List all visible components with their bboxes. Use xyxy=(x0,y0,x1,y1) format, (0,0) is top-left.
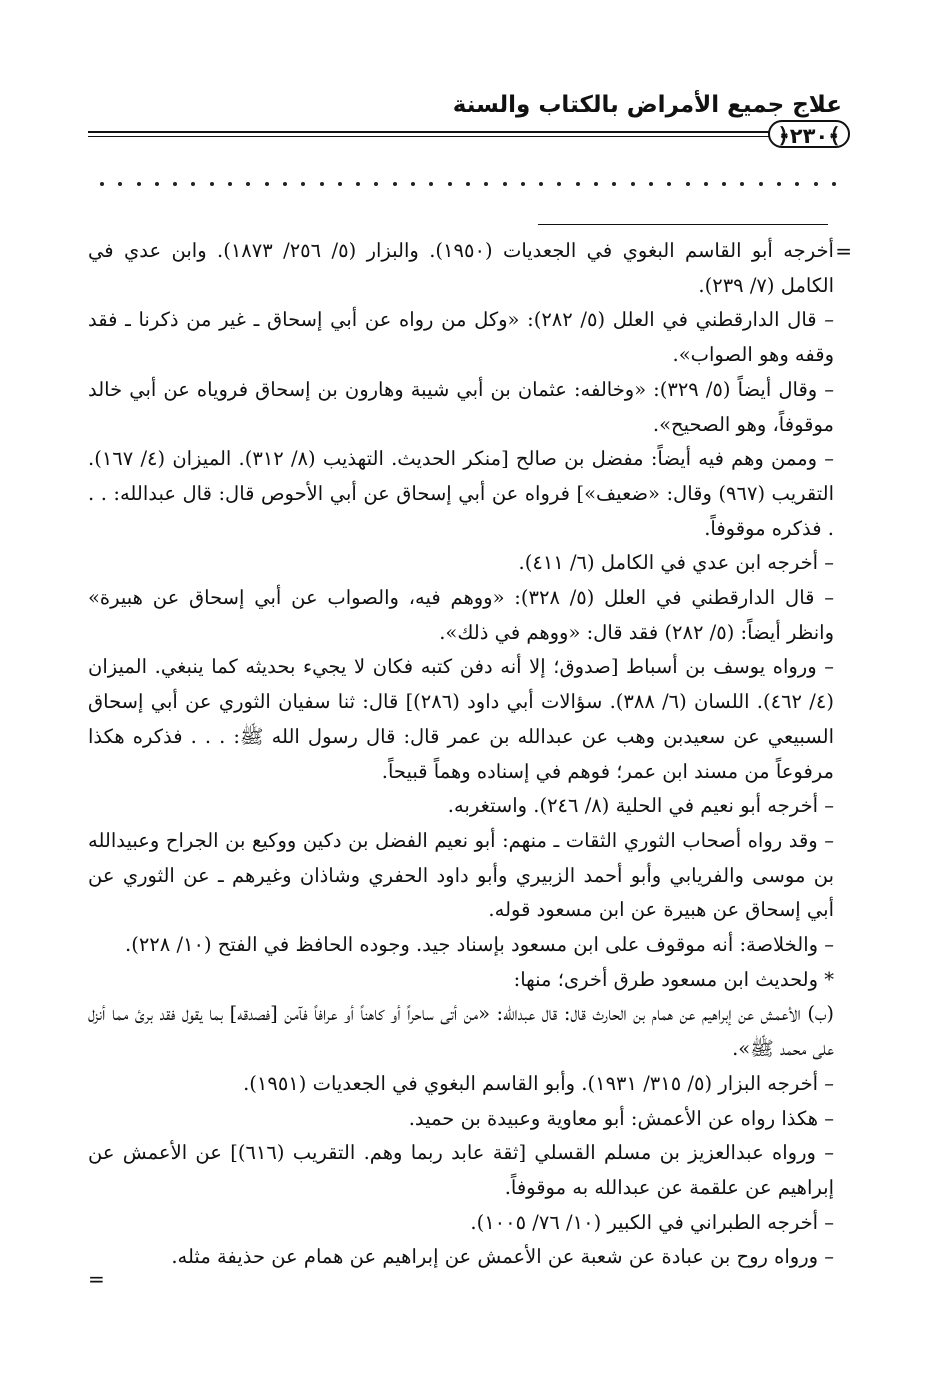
page-number: ﴿٢٣٠﴾ xyxy=(768,120,850,148)
paragraph: – ورواه روح بن عبادة عن شعبة عن الأعمش عن إبراهيم عن همام عن حذيفة مثله. xyxy=(171,1245,834,1269)
paragraph: – أخرجه البزار (٥/ ٣١٥/ ١٩٣١). وأبو القاسم البغوي في الجعديات (١٩٥١). xyxy=(243,1071,834,1095)
footnote-body xyxy=(88,234,834,1275)
paragraph: – قال الدارقطني في العلل (٥/ ٢٨٢): «وكل من رواه عن أبي إسحاق ـ غير من ذكرنا ـ فقد وقفه وهو الصواب». xyxy=(88,308,834,367)
header-rule-thin xyxy=(88,136,812,137)
paragraph: – قال الدارقطني في العلل (٥/ ٣٢٨): «ووهم فيه، والصواب عن أبي إسحاق عن هبيرة» وانظر أيضاً: (٥/ ٢٨٢) فقد قال: «ووهم في ذلك». xyxy=(88,586,834,644)
paragraph: – وقد رواه أصحاب الثوري الثقات ـ منهم: أبو نعيم الفضل بن دكين ووكيع بن الجراح وعبيدالله بن موسى والفريابي وأبو أحمد الزبيري وأبو داود الحفري وشاذان وغيرهم ـ عن الثوري عن أبي إسحاق عن هبيرة عن ابن مسعود قوله. xyxy=(88,828,834,922)
header-rule xyxy=(88,131,812,133)
dotted-separator xyxy=(100,182,836,186)
paragraph: – وممن وهم فيه أيضاً: مفضل بن صالح [منكر الحديث. التهذيب (٨/ ٣١٢). الميزان (٤/ ١٦٧). التقريب (٩٦٧) وقال: «ضعيف»] فرواه عن أبي إسحاق عن أبي الأحوص قال: قال عبدالله: . . . فذكره موقوفاً. xyxy=(88,447,834,540)
paragraph: أخرجه أبو القاسم البغوي في الجعديات (١٩٥٠). والبزار (٥/ ٢٥٦/ ١٨٧٣). وابن عدي في الكامل (٧/ ٢٣٩). xyxy=(88,239,834,297)
paragraph: – أخرجه أبو نعيم في الحلية (٨/ ٢٤٦). واستغربه. xyxy=(447,794,834,818)
paragraph: (ب) الأعمش عن إبراهيم عن همام بن الحارث قال: قال عبدالله: «من أتى ساحراً أو كاهناً أو عرافاً فآمن [فصدقه] بما يقول فقد برئ مما أنزل على محمد ﷺ». xyxy=(88,1002,834,1061)
continued-marker: = xyxy=(88,1267,105,1291)
paragraph: – والخلاصة: أنه موقوف على ابن مسعود بإسناد جيد. وجوده الحافظ في الفتح (١٠/ ٢٢٨). xyxy=(125,933,834,957)
footnote-rule xyxy=(538,224,828,225)
paragraph: – هكذا رواه عن الأعمش: أبو معاوية وعبيدة بن حميد. xyxy=(408,1106,834,1130)
continuation-marker: = xyxy=(835,239,852,263)
paragraph: * ولحديث ابن مسعود طرق أخرى؛ منها: xyxy=(513,967,834,991)
paragraph: – ورواه يوسف بن أسباط [صدوق؛ إلا أنه دفن كتبه فكان لا يجيء بحديثه كما ينبغي. الميزان (٤/ ٤٦٢). اللسان (٦/ ٣٨٨). سؤالات أبي داود (٢٨٦)] قال: ثنا سفيان الثوري عن أبي إسحاق السبيعي عن سعيدبن وهب عن عبدالله بن عمر قال: قال رسول الله ﷺ: . . . فذكره هكذا مرفوعاً من مسند ابن عمر؛ فوهم في إسناده وهماً قبيحاً. xyxy=(88,655,834,783)
running-title: علاج جميع الأمراض بالكتاب والسنة xyxy=(452,92,842,118)
paragraph: – أخرجه ابن عدي في الكامل (٦/ ٤١١). xyxy=(518,551,834,575)
paragraph: – ورواه عبدالعزيز بن مسلم القسلي [ثقة عابد ربما وهم. التقريب (٦١٦)] عن الأعمش عن إبراهيم عن علقمة عن عبدالله به موقوفاً. xyxy=(88,1141,834,1199)
paragraph: – أخرجه الطبراني في الكبير (١٠/ ٧٦/ ١٠٠٥). xyxy=(470,1210,834,1234)
paragraph: – وقال أيضاً (٥/ ٣٢٩): «وخالفه: عثمان بن أبي شيبة وهارون بن إسحاق فروياه عن أبي خالد موقوفاً، وهو الصحيح». xyxy=(88,377,834,436)
